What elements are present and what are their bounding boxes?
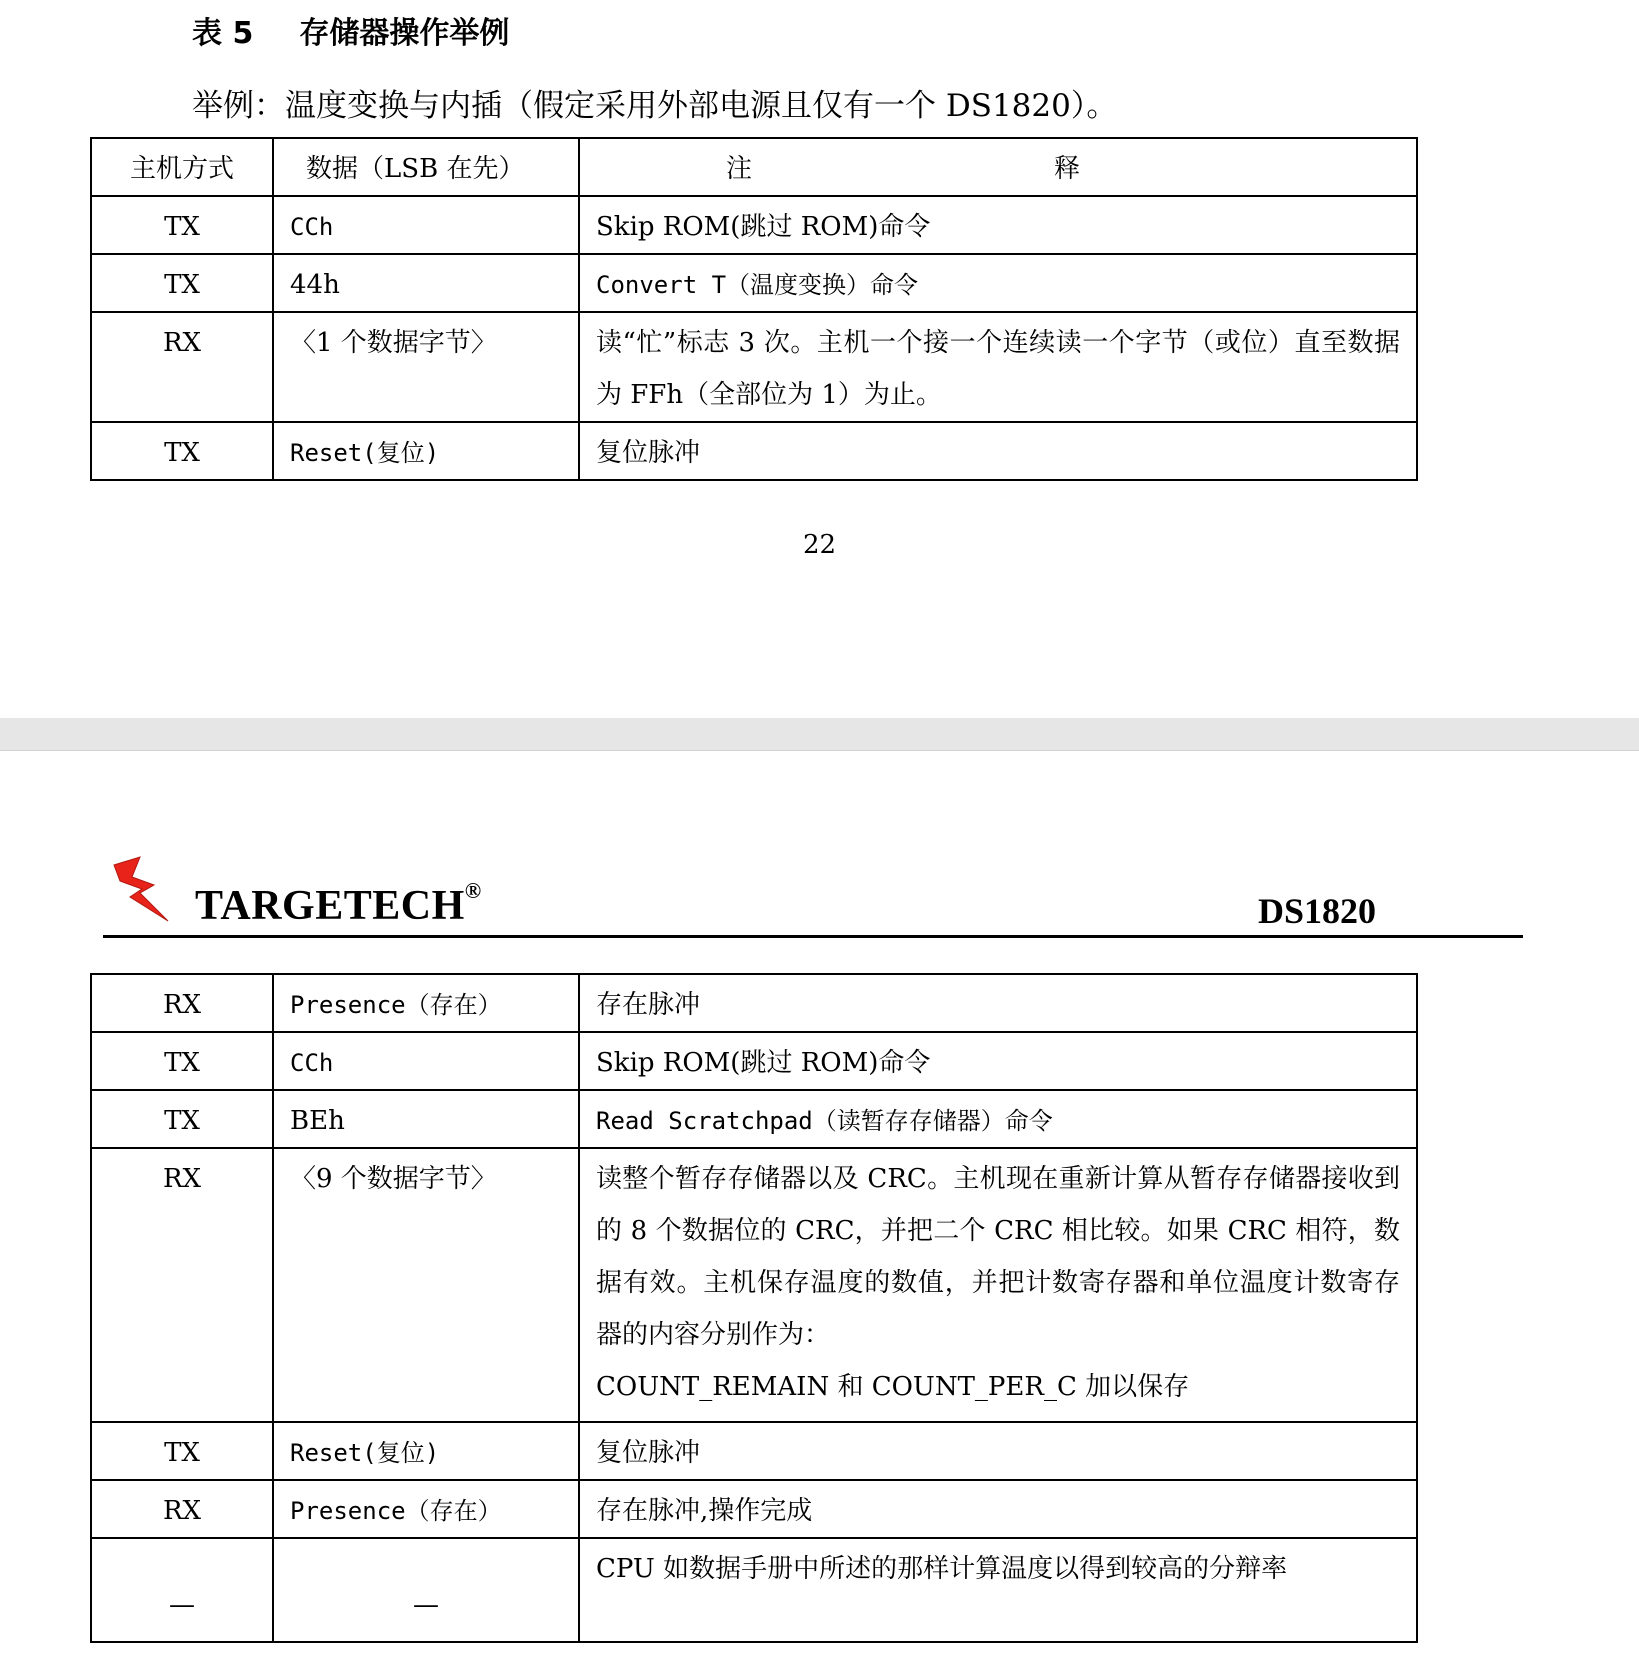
row-data: CCh (273, 1032, 579, 1090)
table-row (91, 1090, 1417, 1148)
header-note-a: 注 (726, 154, 753, 184)
row-mode: RX (91, 1480, 273, 1538)
row-data: Presence（存在） (273, 974, 579, 1032)
table-title (192, 8, 509, 52)
row-data: Reset(复位) (273, 422, 579, 480)
row-mode: RX (91, 312, 273, 422)
model-number: DS1820 (1258, 891, 1377, 931)
table-row (91, 1148, 1417, 1422)
row-note: 复位脉冲 (579, 422, 1417, 480)
row-note: Skip ROM(跳过 ROM)命令 (579, 1032, 1417, 1090)
row-mode: RX (91, 974, 273, 1032)
row-mode: TX (91, 1422, 273, 1480)
header-note (579, 138, 1417, 196)
intro-text: 举例：温度变换与内插（假定采用外部电源且仅有一个 DS1820）。 (192, 88, 1118, 124)
row-data: CCh (273, 196, 579, 254)
row-data: 〈9 个数据字节〉 (273, 1148, 579, 1422)
row-mode: TX (91, 1032, 273, 1090)
registered-mark: ® (464, 878, 482, 903)
page-separator (0, 718, 1639, 751)
row-data: 〈1 个数据字节〉 (273, 312, 579, 422)
table-row (91, 1422, 1417, 1480)
lightning-bolt-icon (110, 855, 170, 923)
table-row (91, 422, 1417, 480)
table-row (91, 974, 1417, 1032)
page-number: 22 (802, 530, 837, 560)
table-row (91, 254, 1417, 312)
brand-logo-text (195, 878, 482, 930)
table-row (91, 1480, 1417, 1538)
memory-ops-table-page2 (90, 973, 1418, 1643)
row-data: — (273, 1538, 579, 1642)
row-mode: TX (91, 254, 273, 312)
table-title-number: 表 5 (192, 16, 254, 51)
row-mode: — (91, 1538, 273, 1642)
header-rule (103, 935, 1523, 938)
table-row (91, 312, 1417, 422)
row-data: 44h (273, 254, 579, 312)
memory-ops-table-page1 (90, 137, 1418, 481)
row-note (579, 1148, 1417, 1422)
row-note: 读“忙”标志 3 次。主机一个接一个连续读一个字节（或位）直至数据为 FFh（全部位为 1）为止。 (579, 312, 1417, 422)
row-mode: TX (91, 422, 273, 480)
table-row (91, 196, 1417, 254)
header-data: 数据（LSB 在先） (273, 138, 579, 196)
row-mode: TX (91, 196, 273, 254)
row-note-main: 读整个暂存存储器以及 CRC。主机现在重新计算从暂存存储器接收到的 8 个数据位的 CRC，并把二个 CRC 相比较。如果 CRC 相符，数据有效。主机保存温度的数值，并把计数寄存器和单位温度计数寄存器的内容分别作为： (596, 1164, 1400, 1350)
row-data: Reset(复位) (273, 1422, 579, 1480)
row-note: Read Scratchpad（读暂存存储器）命令 (579, 1090, 1417, 1148)
table-row (91, 1538, 1417, 1642)
brand-name: TARGETECH (195, 883, 465, 929)
row-note: Skip ROM(跳过 ROM)命令 (579, 196, 1417, 254)
table-header-row (91, 138, 1417, 196)
row-note: 存在脉冲,操作完成 (579, 1480, 1417, 1538)
row-note: Convert T（温度变换）命令 (579, 254, 1417, 312)
table-title-text: 存储器操作举例 (299, 16, 510, 51)
header-note-b: 释 (1053, 154, 1080, 184)
row-data: BEh (273, 1090, 579, 1148)
table-row (91, 1032, 1417, 1090)
row-data: Presence（存在） (273, 1480, 579, 1538)
row-note: 存在脉冲 (579, 974, 1417, 1032)
header-mode: 主机方式 (91, 138, 273, 196)
row-note: CPU 如数据手册中所述的那样计算温度以得到较高的分辩率 (579, 1538, 1417, 1642)
row-note-extra: COUNT_REMAIN 和 COUNT_PER_C 加以保存 (596, 1372, 1190, 1402)
row-note: 复位脉冲 (579, 1422, 1417, 1480)
row-mode: TX (91, 1090, 273, 1148)
row-mode: RX (91, 1148, 273, 1422)
